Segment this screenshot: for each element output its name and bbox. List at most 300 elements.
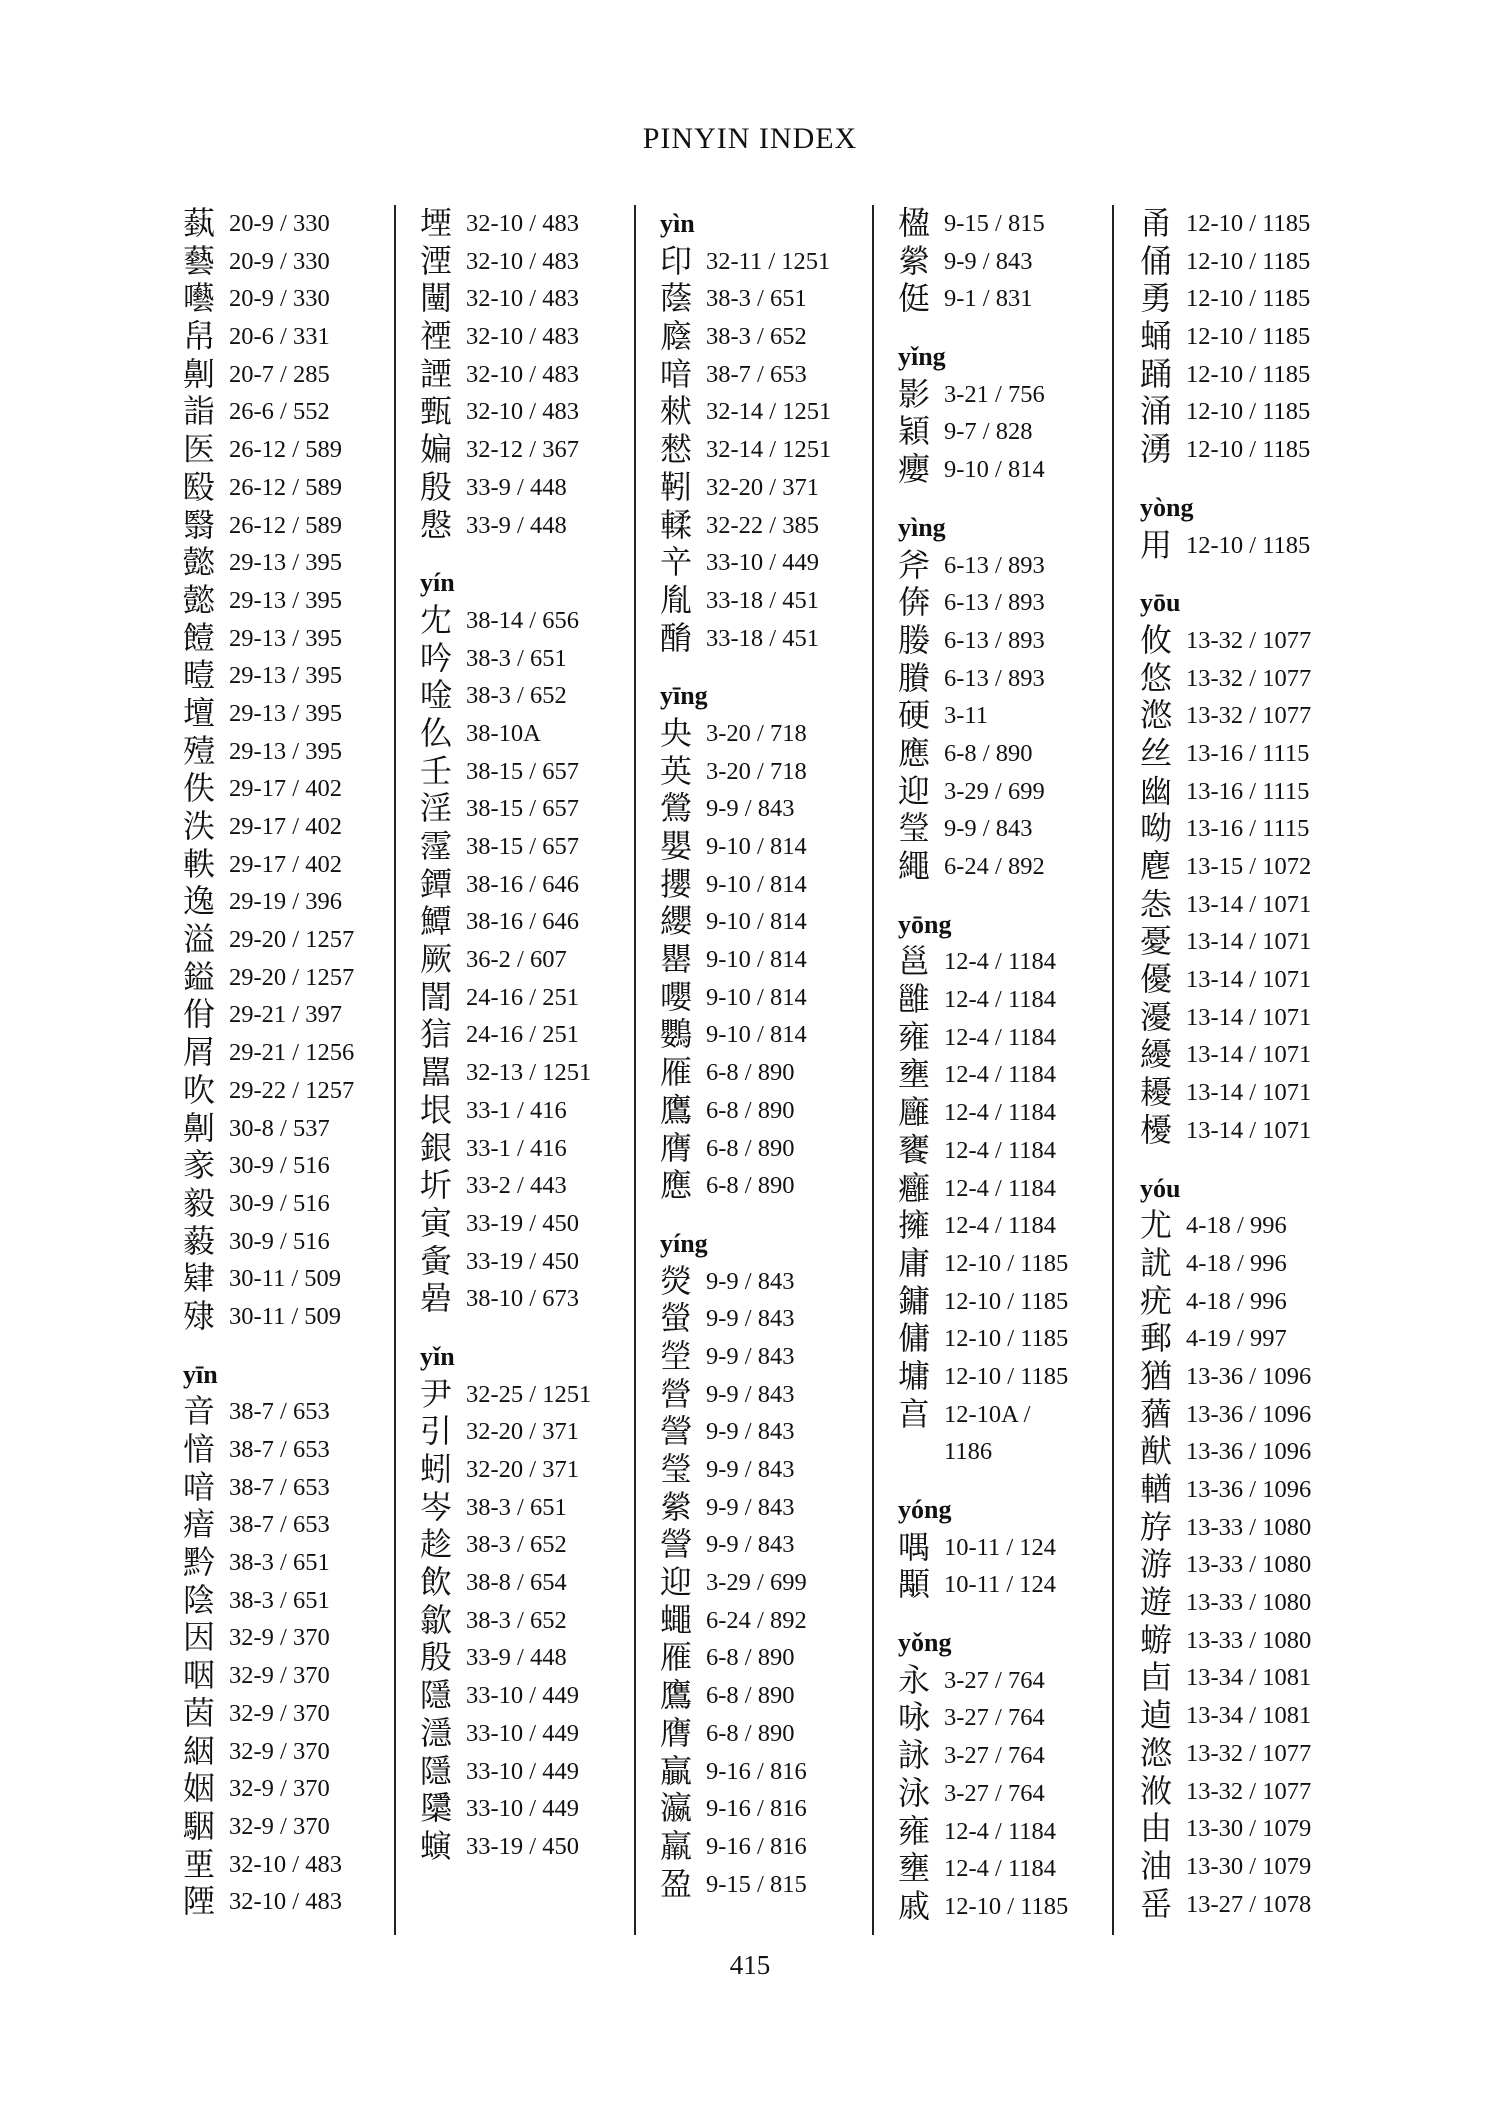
entry-reference: 12-10 / 1185 bbox=[1186, 360, 1311, 388]
index-entry bbox=[1140, 961, 1311, 999]
index-entry bbox=[1140, 205, 1311, 243]
entry-character: 媥 bbox=[420, 430, 453, 469]
index-entry bbox=[898, 1529, 1068, 1567]
index-entry bbox=[183, 1147, 354, 1185]
column-divider bbox=[1112, 205, 1114, 1935]
entry-character: 壅 bbox=[898, 1849, 931, 1888]
entry-reference: 12-4 / 1184 bbox=[944, 948, 1057, 976]
index-entry bbox=[1140, 735, 1311, 773]
index-entry bbox=[660, 1639, 831, 1677]
entry-reference: 9-9 / 843 bbox=[706, 1418, 795, 1446]
entry-reference: 32-10 / 483 bbox=[466, 360, 579, 388]
entry-reference: 20-7 / 285 bbox=[229, 360, 330, 388]
entry-character: 瑩 bbox=[660, 1450, 693, 1488]
entry-reference: 13-14 / 1071 bbox=[1186, 928, 1312, 956]
entry-reference: 26-12 / 589 bbox=[229, 511, 342, 539]
entry-character: 遊 bbox=[1140, 1583, 1173, 1622]
index-entry bbox=[420, 469, 591, 507]
entry-character: 用 bbox=[1140, 525, 1173, 564]
entry-reference: 20-9 / 330 bbox=[229, 210, 330, 237]
entry-character: 輶 bbox=[1140, 1470, 1173, 1508]
index-entry bbox=[660, 393, 831, 431]
entry-reference: 29-20 / 1257 bbox=[229, 926, 355, 954]
entry-reference: 9-16 / 816 bbox=[706, 1757, 807, 1785]
index-entry bbox=[660, 715, 831, 753]
entry-character: 麀 bbox=[1140, 847, 1173, 885]
entry-reference: 12-10 / 1185 bbox=[1186, 436, 1311, 464]
index-entry bbox=[420, 602, 591, 640]
entry-character: 悠 bbox=[1140, 658, 1173, 697]
entry-reference: 32-20 / 371 bbox=[466, 1456, 579, 1483]
index-entry bbox=[183, 996, 354, 1034]
entry-character: 囈 bbox=[183, 279, 216, 318]
entry-character: 憂 bbox=[1140, 922, 1173, 961]
index-entry bbox=[420, 431, 591, 469]
index-entry bbox=[1140, 280, 1311, 318]
index-entry bbox=[660, 979, 831, 1017]
entry-reference: 13-33 / 1080 bbox=[1186, 1513, 1312, 1541]
entry-reference: 13-14 / 1071 bbox=[1186, 1079, 1312, 1107]
entry-reference: 12-4 / 1184 bbox=[944, 1136, 1057, 1164]
entry-character: 熒 bbox=[660, 1261, 693, 1300]
index-entry bbox=[898, 1662, 1068, 1700]
entry-character: 踊 bbox=[1140, 354, 1173, 393]
entry-character: 詣 bbox=[183, 392, 216, 431]
entry-character: 銀 bbox=[420, 1128, 453, 1167]
entry-character: 姻 bbox=[183, 1769, 216, 1808]
entry-reference: 12-10 / 1185 bbox=[1186, 323, 1311, 351]
index-entry bbox=[660, 431, 831, 469]
entry-character: 黔 bbox=[183, 1543, 216, 1582]
entry-character: 蓺 bbox=[183, 204, 216, 242]
entry-character: 憖 bbox=[660, 430, 693, 469]
entry-reference: 32-13 / 1251 bbox=[466, 1059, 592, 1087]
entry-reference: 13-30 / 1079 bbox=[1186, 1852, 1312, 1880]
entry-reference: 9-9 / 843 bbox=[944, 815, 1033, 843]
index-entry bbox=[183, 318, 354, 356]
index-entry bbox=[898, 1850, 1068, 1888]
entry-character: 寅 bbox=[420, 1203, 453, 1242]
entry-character: 劓 bbox=[183, 1108, 216, 1147]
entry-character: 營 bbox=[660, 1374, 693, 1413]
entry-character: 医 bbox=[183, 430, 216, 469]
index-entry bbox=[1140, 1471, 1311, 1509]
entry-character: 因 bbox=[183, 1618, 216, 1657]
index-entry bbox=[183, 1506, 354, 1544]
entry-reference: 9-9 / 843 bbox=[706, 1342, 795, 1370]
entry-character: 雍 bbox=[898, 1811, 931, 1850]
entry-reference: 3-21 / 756 bbox=[944, 380, 1045, 408]
entry-character: 逸 bbox=[183, 882, 216, 921]
entry-reference: 13-32 / 1077 bbox=[1186, 664, 1312, 692]
entry-character: 佾 bbox=[183, 995, 216, 1034]
entry-character: 謍 bbox=[660, 1412, 693, 1451]
section-gap bbox=[898, 1604, 1068, 1624]
index-entry bbox=[660, 1828, 831, 1866]
entry-character: 由 bbox=[1140, 1809, 1173, 1848]
section-gap bbox=[898, 1471, 1068, 1491]
entry-reference: 33-2 / 443 bbox=[466, 1172, 567, 1200]
entry-reference: 29-13 / 395 bbox=[229, 699, 342, 727]
entry-reference: 32-9 / 370 bbox=[229, 1775, 330, 1803]
entry-reference: 30-9 / 516 bbox=[229, 1227, 330, 1255]
entry-character: 鷹 bbox=[660, 1676, 693, 1715]
entry-reference: 12-10 / 1185 bbox=[1186, 210, 1311, 237]
entry-reference: 9-1 / 831 bbox=[944, 285, 1033, 313]
index-entry bbox=[183, 1544, 354, 1582]
index-entry bbox=[420, 1790, 591, 1828]
index-entry bbox=[183, 1260, 354, 1298]
index-entry bbox=[1140, 1810, 1311, 1848]
pinyin-heading: yīn bbox=[183, 1359, 218, 1389]
index-entry bbox=[660, 866, 831, 904]
entry-character: 喑 bbox=[183, 1467, 216, 1506]
entry-reference: 12-10 / 1185 bbox=[1186, 247, 1311, 275]
entry-character: 侹 bbox=[898, 279, 931, 318]
entry-reference: 13-27 / 1078 bbox=[1186, 1890, 1312, 1918]
entry-character: 猷 bbox=[1140, 1432, 1173, 1471]
entry-reference: 12-4 / 1184 bbox=[944, 1023, 1057, 1051]
entry-reference: 9-9 / 843 bbox=[706, 1531, 795, 1559]
index-entry bbox=[420, 1167, 591, 1205]
entry-reference: 24-16 / 251 bbox=[466, 1021, 579, 1049]
entry-character: 劓 bbox=[183, 354, 216, 393]
entry-character: 疣 bbox=[1140, 1281, 1173, 1320]
index-entry bbox=[660, 1263, 831, 1301]
page-number: 415 bbox=[729, 1950, 771, 1980]
entry-reference: 32-12 / 367 bbox=[466, 436, 579, 464]
entry-character: 甬 bbox=[1140, 204, 1173, 242]
entry-character: 鷹 bbox=[660, 1090, 693, 1129]
entry-character: 瀛 bbox=[660, 1789, 693, 1828]
entry-reference: 32-22 / 385 bbox=[706, 511, 819, 539]
entry-character: 應 bbox=[660, 1166, 693, 1205]
entry-reference: 4-18 / 996 bbox=[1186, 1212, 1287, 1240]
entry-reference: 12-4 / 1184 bbox=[944, 1817, 1057, 1845]
entry-reference: 29-17 / 402 bbox=[229, 775, 342, 803]
entry-reference: 33-18 / 451 bbox=[706, 586, 819, 614]
entry-reference: 38-15 / 657 bbox=[466, 795, 579, 823]
pinyin-heading: yìn bbox=[660, 209, 695, 238]
entry-character: 訧 bbox=[1140, 1243, 1173, 1282]
entry-reference: 38-3 / 652 bbox=[466, 1606, 567, 1634]
entry-character: 湧 bbox=[1140, 430, 1173, 469]
index-entry bbox=[898, 622, 1068, 660]
entry-character: 鸚 bbox=[660, 1015, 693, 1054]
index-entry bbox=[1140, 1848, 1311, 1886]
entry-character: 央 bbox=[660, 713, 693, 752]
entry-character: 佚 bbox=[183, 769, 216, 808]
entry-character: 蝣 bbox=[1140, 1620, 1173, 1659]
section-gap bbox=[1140, 564, 1311, 584]
entry-character: 歙 bbox=[420, 1600, 453, 1639]
entry-character: 擁 bbox=[898, 1206, 931, 1245]
entry-character: 屑 bbox=[183, 1033, 216, 1072]
entry-character: 縈 bbox=[660, 1487, 693, 1526]
entry-reference: 13-15 / 1072 bbox=[1186, 853, 1312, 880]
index-entry bbox=[1140, 393, 1311, 431]
entry-reference: 38-16 / 646 bbox=[466, 908, 579, 936]
index-entry bbox=[660, 544, 831, 582]
entry-reference: 32-20 / 371 bbox=[706, 473, 819, 501]
entry-reference: 13-14 / 1071 bbox=[1186, 1116, 1312, 1144]
index-entry bbox=[898, 1358, 1068, 1396]
entry-character: 膺 bbox=[660, 1713, 693, 1752]
entry-character: 酳 bbox=[660, 618, 693, 657]
entry-reference: 33-10 / 449 bbox=[706, 549, 819, 577]
column-divider bbox=[394, 205, 396, 1935]
entry-character: 饐 bbox=[183, 618, 216, 657]
entry-character: 陻 bbox=[183, 1882, 216, 1921]
entry-character: 斧 bbox=[898, 545, 931, 584]
entry-character: 引 bbox=[420, 1412, 453, 1451]
entry-reference: 9-16 / 816 bbox=[706, 1832, 807, 1860]
entry-reference: 6-8 / 890 bbox=[706, 1059, 795, 1087]
entry-reference: 33-19 / 450 bbox=[466, 1247, 579, 1275]
entry-reference: 3-11 bbox=[944, 702, 988, 730]
entry-reference: 4-18 / 996 bbox=[1186, 1287, 1287, 1315]
index-entry bbox=[660, 469, 831, 507]
index-entry bbox=[660, 318, 831, 356]
entry-reference: 6-8 / 890 bbox=[706, 1134, 795, 1162]
entry-reference: 13-32 / 1077 bbox=[1186, 1739, 1312, 1767]
entry-character: 陰 bbox=[183, 1580, 216, 1619]
entry-character: 雁 bbox=[660, 1053, 693, 1092]
entry-character: 蔭 bbox=[660, 279, 693, 318]
entry-character: 鎰 bbox=[183, 957, 216, 996]
entry-reference: 38-7 / 653 bbox=[229, 1473, 330, 1501]
entry-character: 濦 bbox=[420, 1713, 453, 1752]
index-entry bbox=[183, 733, 354, 771]
index-entry bbox=[1140, 697, 1311, 735]
section-gap bbox=[1140, 469, 1311, 489]
entry-reference: 13-14 / 1071 bbox=[1186, 1003, 1312, 1031]
entry-character: 螾 bbox=[420, 1826, 453, 1865]
entry-character: 闉 bbox=[420, 279, 453, 318]
entry-reference: 26-12 / 589 bbox=[229, 473, 342, 501]
entry-reference: 38-7 / 653 bbox=[229, 1436, 330, 1463]
entry-reference: 33-10 / 449 bbox=[466, 1795, 579, 1823]
index-entry bbox=[420, 1639, 591, 1677]
entry-reference: 13-36 / 1096 bbox=[1186, 1476, 1312, 1503]
index-entry bbox=[660, 1677, 831, 1715]
entry-reference: 32-14 / 1251 bbox=[706, 398, 832, 426]
entry-character: 盈 bbox=[660, 1864, 693, 1903]
entry-reference: 9-9 / 843 bbox=[706, 1380, 795, 1408]
index-entry bbox=[183, 469, 354, 507]
index-entry bbox=[183, 657, 354, 695]
index-entry bbox=[660, 790, 831, 828]
index-entry bbox=[898, 1396, 1068, 1434]
index-entry bbox=[183, 1619, 354, 1657]
entry-character: 饔 bbox=[898, 1130, 931, 1169]
entry-reference: 3-27 / 764 bbox=[944, 1742, 1045, 1770]
entry-reference: 13-36 / 1096 bbox=[1186, 1438, 1312, 1466]
pinyin-heading: yōu bbox=[1140, 588, 1181, 618]
entry-character: 嚶 bbox=[660, 977, 693, 1016]
index-entry bbox=[660, 941, 831, 979]
entry-character: 喁 bbox=[898, 1527, 931, 1566]
entry-character: 呦 bbox=[1140, 809, 1173, 848]
index-entry bbox=[183, 1431, 354, 1469]
entry-character: 䍃 bbox=[1140, 1884, 1173, 1923]
entry-reference: 38-15 / 657 bbox=[466, 757, 579, 785]
entry-reference: 38-8 / 654 bbox=[466, 1569, 567, 1597]
entry-character: 甄 bbox=[420, 392, 453, 431]
entry-reference: 9-10 / 814 bbox=[706, 870, 807, 898]
entry-character: 影 bbox=[898, 374, 931, 413]
index-entry bbox=[1140, 1283, 1311, 1321]
entry-reference: 12-10 / 1185 bbox=[944, 1362, 1069, 1390]
entry-character: 戚 bbox=[898, 1886, 931, 1925]
index-entry bbox=[660, 1564, 831, 1602]
index-entry bbox=[898, 810, 1068, 848]
entry-character: 吟 bbox=[420, 638, 453, 677]
entry-character: 絪 bbox=[183, 1731, 216, 1770]
entry-reference: 6-24 / 892 bbox=[706, 1606, 807, 1634]
entry-character: 鶯 bbox=[660, 789, 693, 828]
entry-character: 音 bbox=[183, 1392, 216, 1431]
entry-reference: 33-18 / 451 bbox=[706, 624, 819, 652]
index-entry bbox=[898, 848, 1068, 886]
entry-character: 駰 bbox=[183, 1806, 216, 1845]
entry-character: 帠 bbox=[183, 317, 216, 356]
entry-reference: 32-11 / 1251 bbox=[706, 247, 831, 275]
index-entry bbox=[1140, 622, 1311, 660]
index-entry bbox=[1140, 1207, 1311, 1245]
entry-reference: 32-10 / 483 bbox=[466, 285, 579, 313]
index-entry bbox=[420, 753, 591, 791]
entry-character: 殹 bbox=[183, 467, 216, 506]
index-entry bbox=[898, 1245, 1068, 1283]
section-gap bbox=[898, 318, 1068, 338]
entry-character: 咽 bbox=[183, 1656, 216, 1695]
entry-character: 圻 bbox=[420, 1166, 453, 1205]
entry-character: 懿 bbox=[183, 580, 216, 619]
pinyin-heading: yǐng bbox=[898, 342, 946, 372]
entry-reference: 33-10 / 449 bbox=[466, 1757, 579, 1785]
index-entry bbox=[1140, 318, 1311, 356]
index-entry bbox=[660, 1753, 831, 1791]
entry-reference: 38-7 / 653 bbox=[706, 360, 807, 388]
entry-character: 逌 bbox=[1140, 1696, 1173, 1735]
entry-reference: 12-10 / 1185 bbox=[944, 1287, 1069, 1315]
index-entry bbox=[420, 205, 591, 243]
entry-reference: 38-10A bbox=[466, 719, 541, 747]
entry-character: 迎 bbox=[660, 1563, 693, 1602]
entry-character: 猶 bbox=[1140, 1356, 1173, 1395]
index-entry bbox=[183, 582, 354, 620]
index-entry bbox=[420, 1092, 591, 1130]
entry-character: 夤 bbox=[420, 1241, 453, 1280]
entry-character: 諲 bbox=[420, 354, 453, 393]
entry-reference: 9-9 / 843 bbox=[706, 1456, 795, 1483]
entry-reference: 38-3 / 651 bbox=[706, 285, 807, 313]
index-entry bbox=[898, 660, 1068, 698]
entry-reference: 6-8 / 890 bbox=[706, 1172, 795, 1200]
index-entry bbox=[660, 1092, 831, 1130]
entry-character: 愔 bbox=[183, 1430, 216, 1468]
index-entry bbox=[183, 1393, 354, 1431]
index-entry bbox=[1140, 1735, 1311, 1773]
index-entry bbox=[183, 507, 354, 545]
index-entry bbox=[660, 1338, 831, 1376]
entry-reference: 32-9 / 370 bbox=[229, 1662, 330, 1690]
entry-reference: 9-15 / 815 bbox=[706, 1870, 807, 1898]
entry-character: 殪 bbox=[183, 731, 216, 770]
index-entry bbox=[898, 376, 1068, 414]
entry-reference: 26-12 / 589 bbox=[229, 436, 342, 464]
index-entry bbox=[1140, 527, 1311, 565]
index-entry bbox=[898, 1283, 1068, 1321]
index-entry bbox=[420, 1451, 591, 1489]
entry-character: 瀀 bbox=[1140, 997, 1173, 1036]
index-entry bbox=[1140, 1245, 1311, 1283]
entry-character: 誾 bbox=[420, 977, 453, 1016]
entry-reference: 13-16 / 1115 bbox=[1186, 777, 1310, 805]
index-entry bbox=[898, 735, 1068, 773]
index-entry bbox=[660, 1016, 831, 1054]
index-entry bbox=[660, 1526, 831, 1564]
entry-reference: 29-21 / 1256 bbox=[229, 1039, 355, 1067]
entry-character: 嚚 bbox=[420, 1053, 453, 1092]
entry-character: 藙 bbox=[183, 1221, 216, 1260]
index-entry bbox=[1140, 431, 1311, 469]
entry-reference: 9-10 / 814 bbox=[706, 1021, 807, 1049]
entry-reference: 9-16 / 816 bbox=[706, 1795, 807, 1823]
entry-reference: 29-22 / 1257 bbox=[229, 1076, 355, 1104]
entry-character: 蛹 bbox=[1140, 317, 1173, 356]
index-entry bbox=[1140, 773, 1311, 811]
entry-character: 吹 bbox=[183, 1070, 216, 1109]
entry-character: 肄 bbox=[183, 1259, 216, 1298]
index-entry bbox=[183, 1808, 354, 1846]
entry-character: 尹 bbox=[420, 1374, 453, 1413]
index-entry bbox=[420, 1602, 591, 1640]
entry-character: 癭 bbox=[898, 450, 931, 489]
entry-character: 廱 bbox=[898, 1093, 931, 1132]
entry-character: 毅 bbox=[183, 1183, 216, 1222]
entry-reference: 29-13 / 395 bbox=[229, 662, 342, 690]
entry-reference: 13-34 / 1081 bbox=[1186, 1664, 1312, 1692]
entry-character: 仫 bbox=[420, 713, 453, 752]
index-entry bbox=[420, 1280, 591, 1318]
index-entry bbox=[183, 921, 354, 959]
index-entry bbox=[420, 318, 591, 356]
entry-character: 羸 bbox=[660, 1826, 693, 1865]
index-entry bbox=[1140, 243, 1311, 281]
index-entry bbox=[660, 828, 831, 866]
entry-reference: 24-16 / 251 bbox=[466, 983, 579, 1011]
index-entry bbox=[420, 979, 591, 1017]
entry-character: 滺 bbox=[1140, 696, 1173, 735]
entry-character: 贏 bbox=[660, 1751, 693, 1790]
entry-character: 卣 bbox=[1140, 1658, 1173, 1697]
entry-reference: 3-20 / 718 bbox=[706, 719, 807, 747]
entry-character: 印 bbox=[660, 241, 693, 280]
entry-character: 傭 bbox=[898, 1319, 931, 1358]
pinyin-heading: yóng bbox=[898, 1495, 952, 1524]
entry-reference: 9-7 / 828 bbox=[944, 418, 1033, 446]
entry-reference: 29-19 / 396 bbox=[229, 888, 342, 916]
entry-reference: 9-10 / 814 bbox=[706, 833, 807, 860]
entry-character: 蕕 bbox=[1140, 1394, 1173, 1433]
index-entry bbox=[183, 393, 354, 431]
entry-character: 穎 bbox=[898, 412, 931, 451]
entry-reference: 3-20 / 718 bbox=[706, 757, 807, 785]
entry-character: 滺 bbox=[1140, 1733, 1173, 1772]
index-entry bbox=[898, 1094, 1068, 1132]
